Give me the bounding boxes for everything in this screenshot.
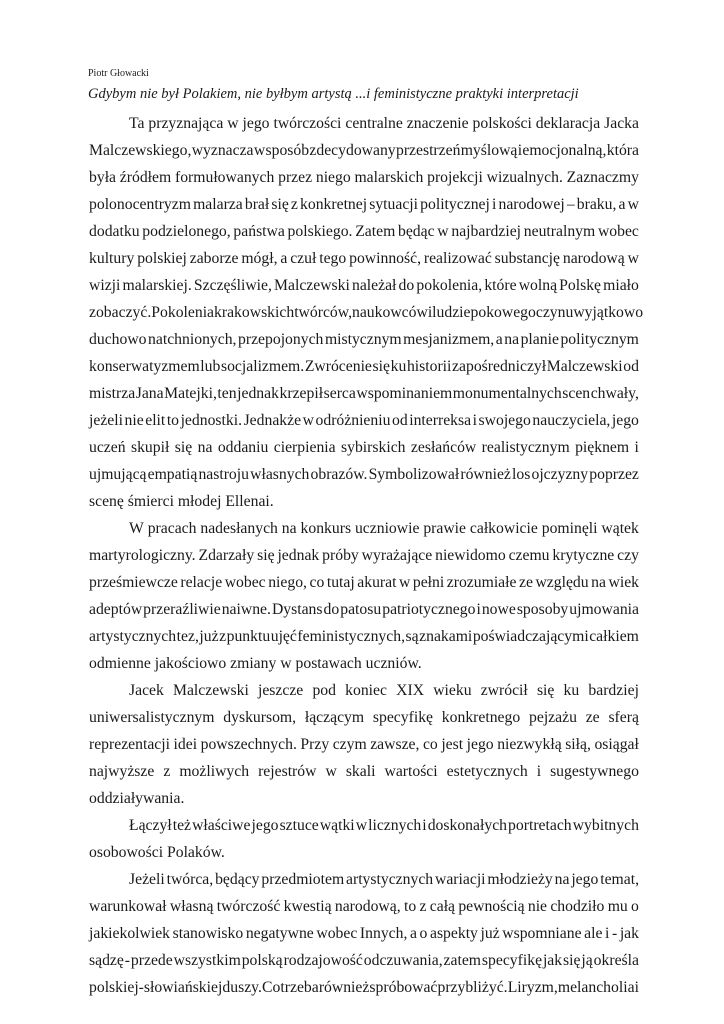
text-line: oddziaływania. [89, 790, 185, 807]
text-line: wizji malarskiej. Szczęśliwie, Malczewski należał do pokolenia, które wolną Polskę miało [89, 277, 639, 294]
text-line: dodatku podzielonego, państwa polskiego. Zatem będąc w najbardziej neutralnym wobec [89, 223, 639, 240]
text-line: ujmującą empatią nastroju własnych obrazów. Symbolizował również los ojczyzny poprzez [89, 466, 639, 483]
text-line: była źródłem formułowanych przez niego malarskich projekcji wizualnych. Zaznaczmy [89, 169, 639, 186]
paragraph [89, 110, 644, 515]
text-line: martyrologiczny. Zdarzały się jednak próby wyrażające niewidomo czemu krytyczne czy [89, 547, 639, 564]
text-line: prześmiewcze relacje wobec niego, co tutaj akurat w pełni zrozumiałe ze względu na wiek [89, 574, 639, 591]
text-line: duchowo natchnionych, przepojonych mistycznym mesjanizmem, a na planie politycznym [89, 331, 639, 348]
text-line: jeżeli nie elit to jednostki. Jednakże w odróżnieniu od interreksa i swojego nauczyciela, jego [89, 412, 639, 429]
text-line: Malczewskiego, wyznacza w sposób zdecydowany przestrzeń myślową i emocjonalną, która [89, 142, 639, 159]
text-line: najwyższe z możliwych rejestrów w skali wartości estetycznych i sugestywnego [89, 763, 639, 780]
text-line: uniwersalistycznym dyskursom, łączącym specyfikę konkretnego pejzażu ze sferą [89, 709, 639, 726]
author-name: Piotr Głowacki [88, 68, 149, 79]
text-line: artystycznych tez, już z punktu ujęć feministycznych, są znakami poświadczającymi całkiem [89, 628, 639, 645]
text-line: kultury polskiej zaborze mógł, a czuł tego powinność, realizować substancję narodową w [89, 250, 639, 267]
text-line: warunkował własną twórczość kwestią narodową, to z całą pewnością nie chodziło mu o [89, 898, 639, 915]
document-title: Gdybym nie był Polakiem, nie byłbym artystą ...i feministyczne praktyki interpretacji [88, 86, 579, 102]
text-line: Jeżeli twórca, będący przedmiotem artystycznych wariacji młodzieży na jego temat, [129, 871, 639, 888]
text-line: uczeń skupił się na oddaniu cierpienia sybirskich zesłańców realistycznym pięknem i [89, 439, 639, 456]
text-line: reprezentacji idei powszechnych. Przy czym zawsze, co jest jego niezwykłą siłą, osiągał [89, 736, 639, 753]
text-line: scenę śmierci młodej Ellenai. [89, 493, 274, 510]
text-line: osobowości Polaków. [89, 844, 225, 861]
text-line: adeptów przeraźliwie naiwne. Dystans do patosu patriotycznego i nowe sposoby ujmowania [89, 601, 639, 618]
text-line: odmienne jakościowo zmiany w postawach uczniów. [89, 655, 422, 672]
text-line: jakiekolwiek stanowisko negatywne wobec Innych, a o aspekty już wspomniane ale i - jak [89, 925, 639, 942]
text-line: konserwatyzmem lub socjalizmem. Zwrócenie się ku historii zapośredniczył Malczewski od [89, 358, 639, 375]
document-body [89, 110, 644, 1001]
text-line: W pracach nadesłanych na konkurs uczniowie prawie całkowicie pominęli wątek [129, 520, 639, 537]
paragraph [89, 515, 639, 677]
text-line: polonocentryzm malarza brał się z konkretnej sytuacji politycznej i narodowej – braku, a w [89, 196, 639, 213]
text-line: sądzę - przede wszystkim polską rodzajowość odczuwania, zatem specyfikę jak się ją określa [89, 952, 639, 969]
text-line: Jacek Malczewski jeszcze pod koniec XIX wieku zwrócił się ku bardziej [129, 682, 639, 699]
text-line: polskiej-słowiańskiej duszy. Co trzeba również spróbować przybliżyć. Liryzm, melancholia i [89, 979, 639, 996]
paragraph [89, 677, 639, 812]
text-line: Ta przyznająca w jego twórczości centralne znaczenie polskości deklaracja Jacka [129, 115, 639, 132]
paragraph [89, 866, 639, 1001]
text-line: Łączył też właściwe jego sztuce wątki w licznych i doskonałych portretach wybitnych [129, 817, 639, 834]
text-line: zobaczyć. Pokolenia krakowskich twórców, naukowców i ludzi epokowego czynu wyjątkowo [89, 304, 644, 321]
text-line: mistrza Jana Matejki, ten jednak krzepił serca wspominaniem monumentalnych scen chwały, [89, 385, 639, 402]
paragraph [89, 812, 639, 866]
